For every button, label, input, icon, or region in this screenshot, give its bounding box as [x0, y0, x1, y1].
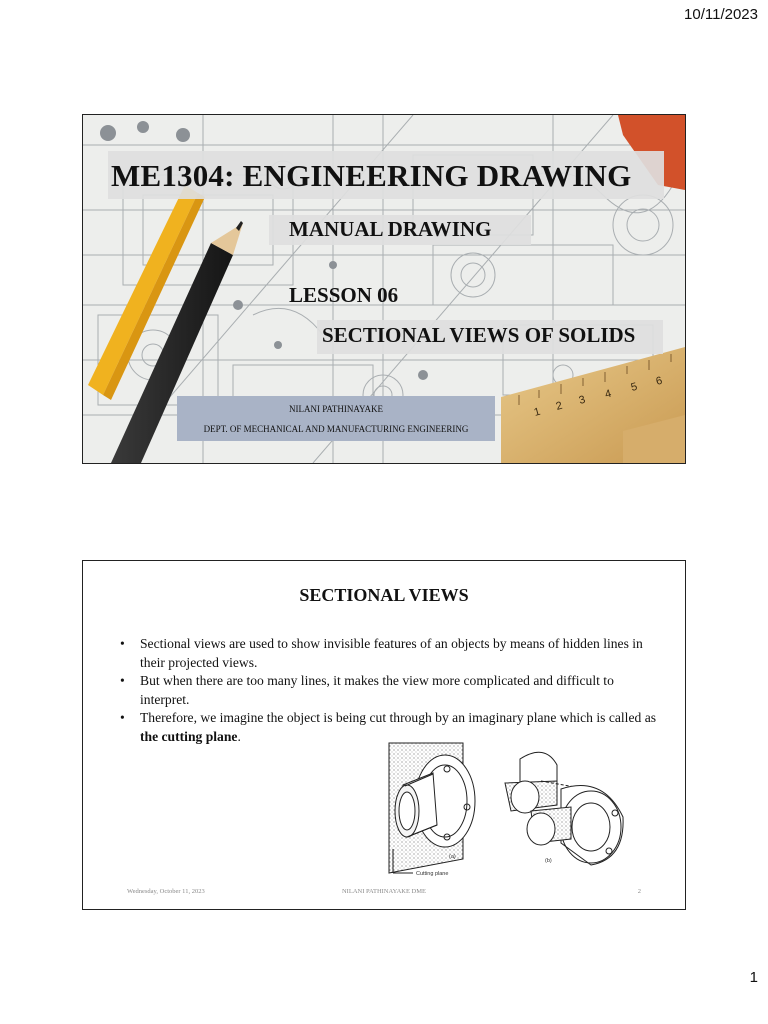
bullet-end: .: [237, 728, 241, 744]
lesson-number: LESSON 06: [289, 283, 399, 307]
page-number: 1: [749, 969, 758, 986]
footer-date: Wednesday, October 11, 2023: [127, 888, 205, 895]
author-name: NILANI PATHINAYAKE: [288, 404, 384, 414]
sectional-view-figure: [385, 741, 635, 881]
figure-a: [389, 743, 475, 873]
footer-page-number: 2: [637, 888, 641, 895]
figure-label-a: (a): [449, 854, 456, 860]
ruler-number: 5: [629, 380, 639, 394]
bullet-text: Sectional views are used to show invisible features of an objects by means of hidden lines in their projected views.: [140, 636, 643, 670]
sectional-views-slide: [82, 560, 686, 910]
bullet-item: [117, 672, 657, 709]
lesson-topic: SECTIONAL VIEWS OF SOLIDS: [322, 323, 636, 347]
bullet-marker: •: [120, 673, 125, 689]
bullet-list: [117, 635, 657, 747]
course-title: ME1304: ENGINEERING DRAWING: [111, 158, 632, 193]
author-department: DEPT. OF MECHANICAL AND MANUFACTURING ENGINEERING: [203, 424, 469, 434]
ruler-number: 3: [577, 393, 587, 407]
ruler-number: 2: [554, 399, 564, 413]
ruler-number: 6: [654, 374, 664, 388]
ruler-number: 1: [532, 405, 542, 419]
figure-b: [505, 752, 623, 865]
ruler-number: 4: [603, 387, 613, 401]
bullet-item: [117, 635, 657, 672]
bullet-text: But when there are too many lines, it makes the view more complicated and difficult to interpret.: [140, 673, 614, 707]
figure-label-b: (b): [545, 858, 552, 864]
bullet-emphasis: the cutting plane: [140, 728, 238, 744]
bullet-marker: •: [120, 636, 125, 651]
page-date: 10/11/2023: [684, 6, 758, 23]
slide-title: SECTIONAL VIEWS: [299, 585, 469, 605]
bullet-text: Therefore, we imagine the object is being cut through by an imaginary plane which is called as: [140, 710, 657, 726]
title-slide: [82, 114, 686, 464]
cutting-plane-label: Cutting plane: [416, 871, 449, 877]
author-box: [177, 396, 495, 441]
footer-author: NILANI PATHINAYAKE DME: [341, 888, 427, 895]
bullet-marker: •: [120, 710, 125, 726]
subtitle: MANUAL DRAWING: [289, 217, 492, 241]
